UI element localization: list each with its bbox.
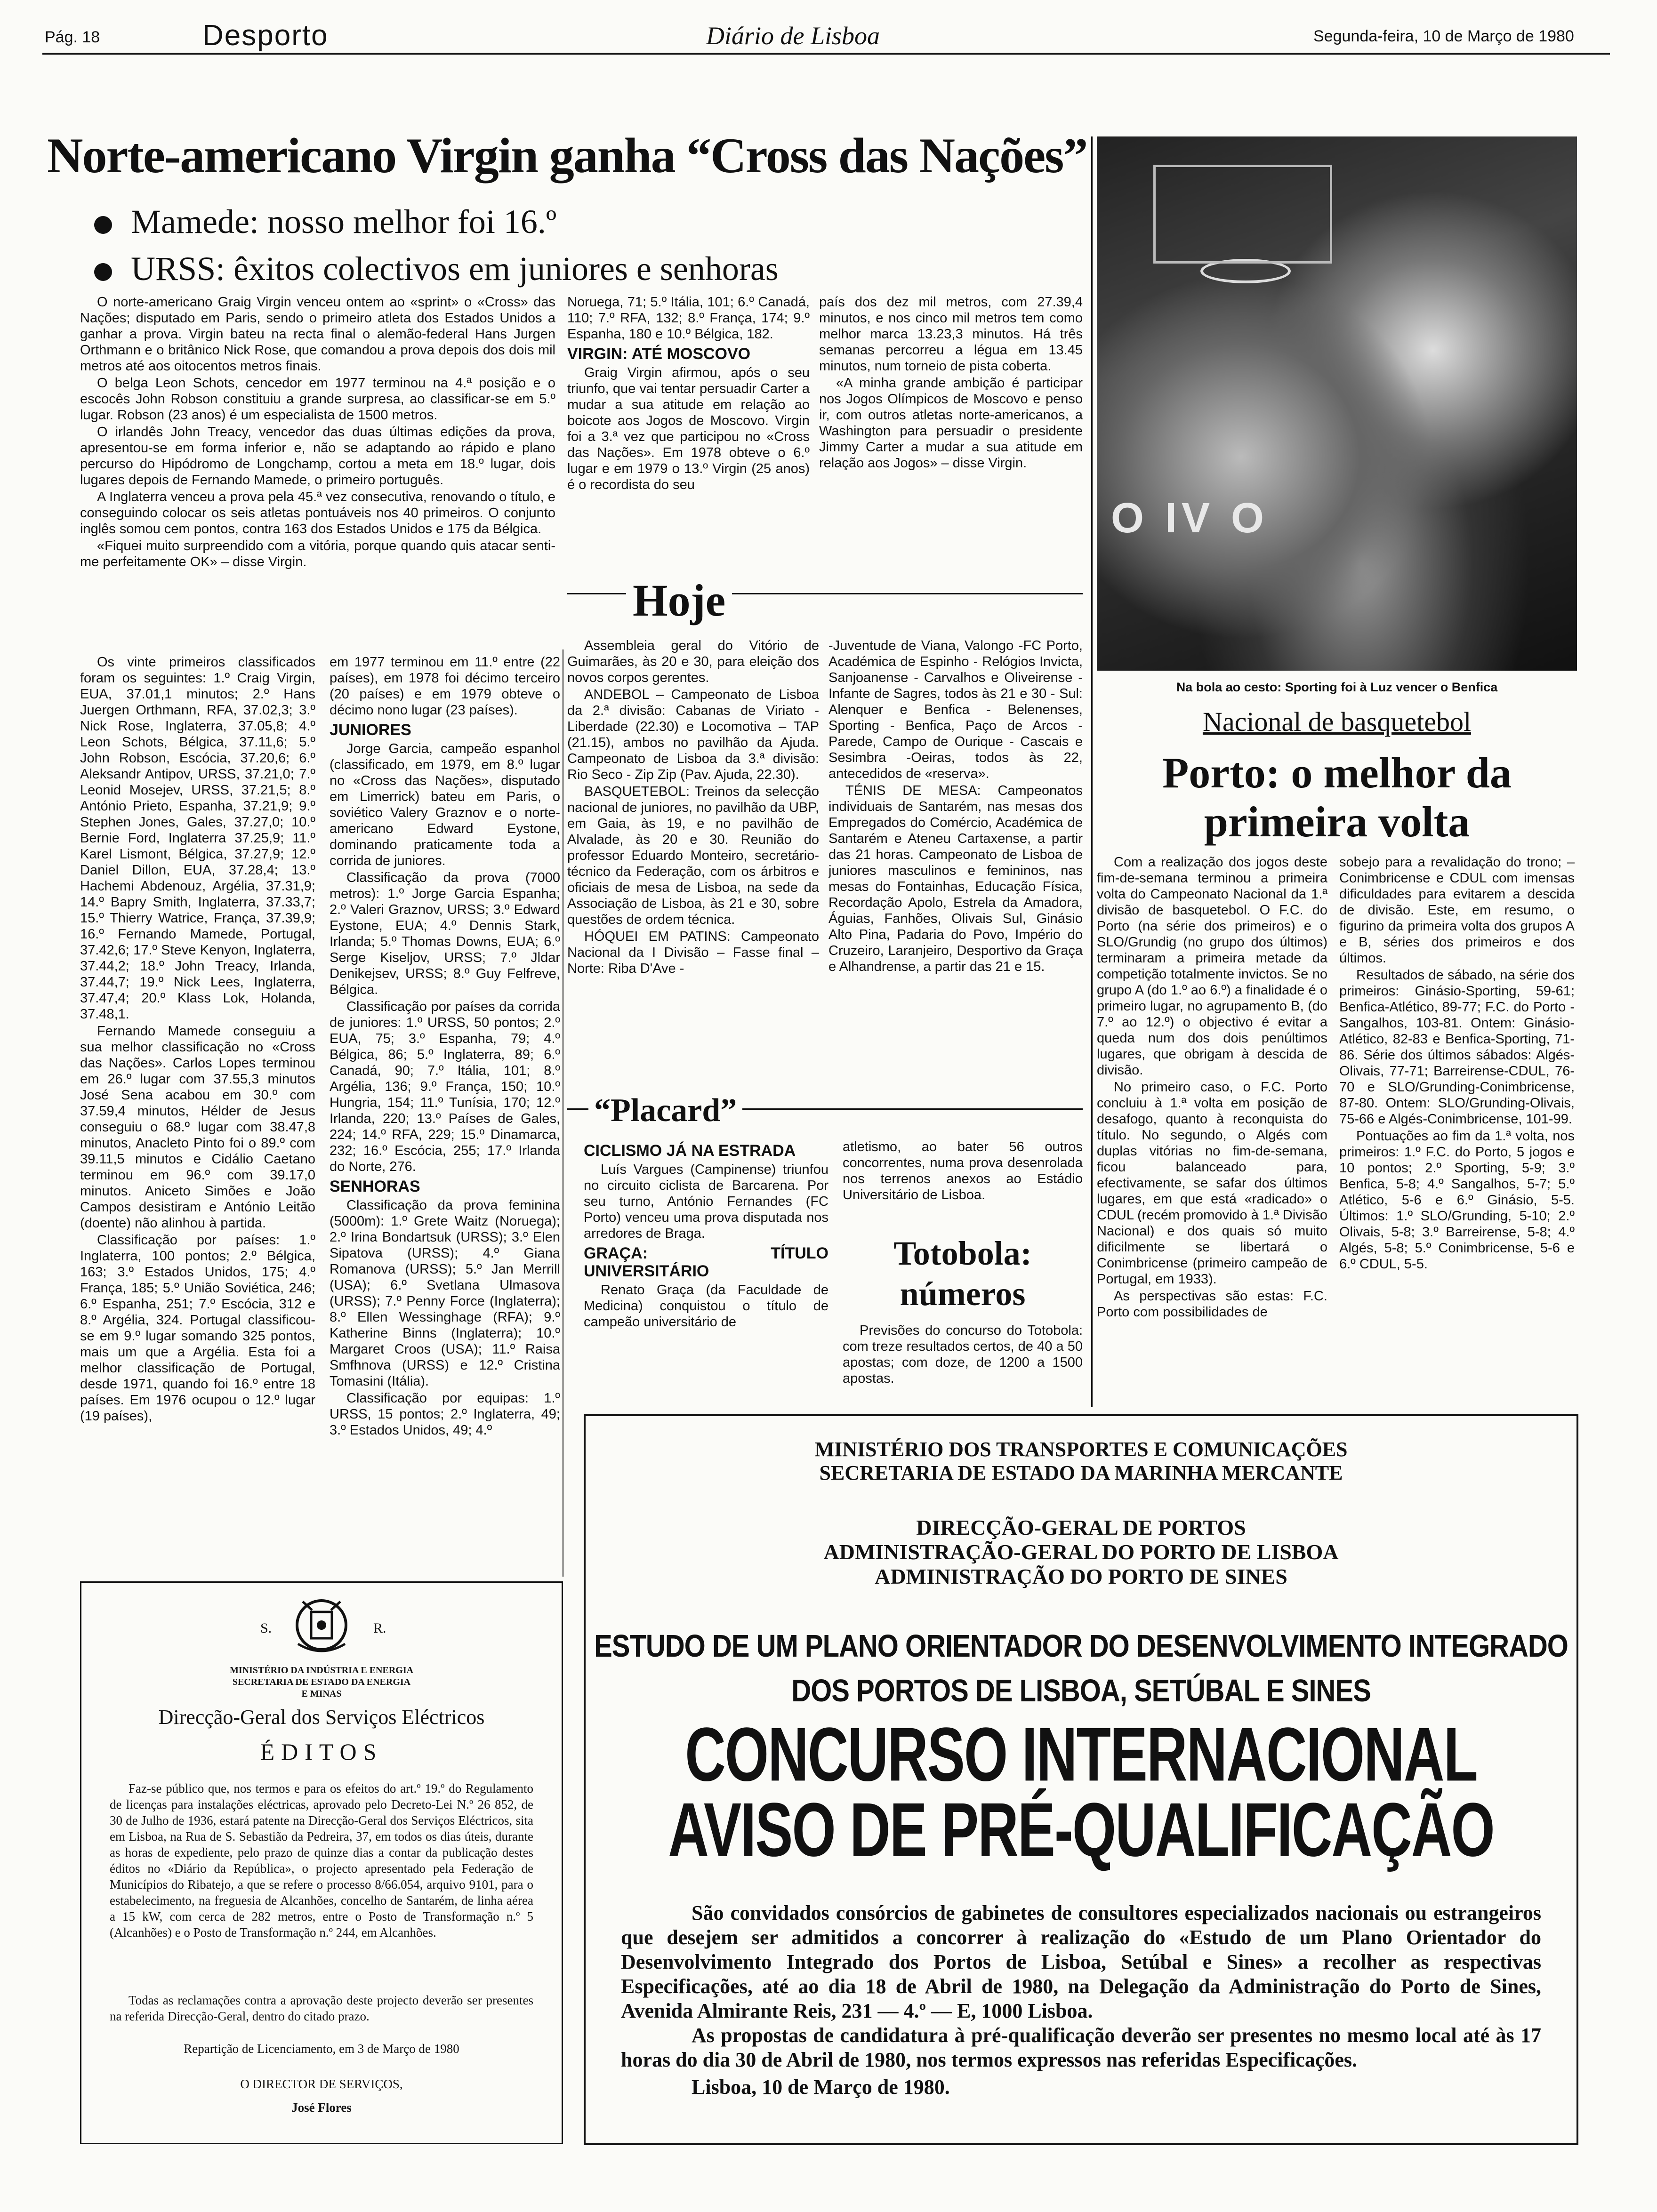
concurso-study-1: ESTUDO DE UM PLANO ORIENTADOR DO DESENVOLVIMENTO INTEGRADO (594, 1628, 1568, 1664)
basket-para: Resultados de sábado, na série dos primeiros: Ginásio-Sporting, 59-61; Benfica-Atlético, 89-77; F.C. do Porto -Sangalhos, 103-81. Ontem: Ginásio-Atlético, 82-83 e Benfica-Sporting, 71-86. Série dos últimos sábados: Algés-Olivais, 77-71; Barreirense-CDUL, 76-70 e SLO/Grunding-Conimbricense, 87-80. Ontem: SLO/Grunding-Olivais, 75-66 e Algés-Conimbricense, 101-99. (1339, 968, 1575, 1127)
hoje-item: Assembleia geral do Vitório de Guimarães, às 20 e 30, para eleição dos novos corpos gerentes. (567, 638, 819, 685)
results-para: Classificação por países: 1.º Inglaterra, 100 pontos; 2.º Bélgica, 163; 3.º Estados Unidos, 175; 4.º França, 185; 5.º União Soviética, 246; 6.º Espanha, 251; 7.º Escócia, 312 e 8.º Argélia, 324. Portugal classificou-se em 9.º lugar somando 325 pontos, mais um que a Argélia. Esta foi a melhor classificação de Portugal, desde 1971, quando foi 16.º entre 18 países. Em 1976 ocupou o 12.º lugar (19 países), (80, 1233, 315, 1424)
concurso-ministry-1: MINISTÉRIO DOS TRANSPORTES E COMUNICAÇÕES (814, 1438, 1348, 1461)
column-rule (1091, 136, 1093, 1407)
lead-para: O belga Leon Schots, cencedor em 1977 terminou na 4.ª posição e o escocês John Robson constituiu a grande surpresa, ao classificar-se em 5.º lugar. Robson (23 anos) é um especialista de 1500 metros. (80, 376, 555, 423)
coat-of-arms-icon (289, 1592, 354, 1658)
concurso-dir-3: ADMINISTRAÇÃO DO PORTO DE SINES (875, 1564, 1287, 1588)
placard-title: “Placard” (588, 1092, 742, 1130)
subhead-juniores: JUNIORES (330, 721, 411, 739)
editos-place-date: Repartição de Licenciamento, em 3 de Março de 1980 (184, 2042, 459, 2056)
concurso-big-2: AVISO DE PRÉ-QUALIFICAÇÃO (668, 1787, 1494, 1873)
results-para: Fernando Mamede conseguiu a sua melhor classificação no «Cross das Nações». Carlos Lopes terminou em 26.º lugar com 37.55,3 minutos José Sena acabou em 30.º com 37.59,4 minutos, Hélder de Jesus conseguiu o 68.º lugar com 38.47,8 minutos, Anacleto Pinto foi o 89.º com 39.11,5 minutos e Cidálio Caetano terminou em 96.º com 39.17,0 minutos. Aniceto Simões e João Campos desistiram e António Leitão (doente) não alinhou à partida. (80, 1024, 315, 1231)
basketball-photo (1097, 136, 1577, 671)
section-name: Desporto (202, 19, 329, 52)
basket-para: As perspectivas são estas: F.C. Porto com possibilidades de (1097, 1289, 1327, 1320)
seal-left: S. (260, 1620, 272, 1636)
subhead-graca: GRAÇA: TÍTULO UNIVERSITÁRIO (584, 1244, 828, 1280)
lead-para: O irlandês John Treacy, vencedor das duas últimas edições da prova, apresentou-se em forma inferior e, não se adaptando ao rápido e plano percurso do Hipódromo de Longchamp, cortou a meta em 18.º lugar, dois lugares depois de Fernando Mamede, o primeiro português. (80, 425, 555, 488)
concurso-ad (584, 1414, 1578, 2145)
editos-ad (80, 1581, 563, 2144)
lead-text (80, 294, 555, 645)
lead-para: «Fiquei muito surpreendido com a vitória, porque quando quis atacar senti-me perfeitamente OK» – disse Virgin. (80, 538, 555, 569)
editos-body: Faz-se público que, nos termos e para os efeitos do art.º 19.º do Regulamento de licenças para instalações eléctricas, aprovado pelo Decreto-Lei N.º 26 852, de 30 de Julho de 1936, estará patente na Direcção-Geral dos Serviços Eléctricos, sita em Lisboa, na Rua de S. Sebastião da Pedreira, 37, em todos os dias úteis, durante as horas de expediente, pelo prazo de quinze dias a contar da publicação destes éditos no «Diário da República», o projecto apresentado pela Federação de Municípios do Ribatejo, a que se refere o processo 8/66.054, arquivo 9101, para o estabelecimento, na freguesia de Alcanhões, concelho de Santarém, de linha aérea a 15 kW, com cerca de 282 metros, entre o Posto de Transformação n.º 5 (Alcanhões) e o Posto de Transformação n.º 244, em Alcanhões. (110, 1781, 533, 1940)
concurso-big-1: CONCURSO INTERNACIONAL (685, 1712, 1477, 1797)
results-para: em 1977 terminou em 11.º entre (22 países), em 1978 foi décimo terceiro (20 países) e em 1979 obteve o décimo nono lugar (23 países). (330, 655, 560, 718)
bullet-1-text: Mamede: nosso melhor foi 16.º (131, 203, 557, 240)
bullet-2-text: URSS: êxitos colectivos em juniores e senhoras (131, 250, 779, 288)
hoje-item: HÓQUEI EM PATINS: Campeonato Nacional da I Divisão – Fasse final – Norte: Riba D'Ave - (567, 929, 819, 976)
totobola-title: Totobola: números (893, 1234, 1032, 1313)
senhoras-para: Classificação da prova feminina (5000m): 1.º Grete Waitz (Noruega); 2.º Irina Bondartsuk (URSS); 3.º Elen Sipatova (URSS); 4.º Giana Romanova (URSS); 5.º Jan Merrill (USA); 6.º Svetlana Ulmasova (URSS); 7.º Penny Force (Inglaterra); 8.º Ellen Wessinghage (RFA); 9.º Katherine Binns (Inglaterra); 10.º Margaret Croos (USA); 11.º Raisa Smfhnova (URSS) e 12.º Cristina Tomasini (Itália). (330, 1198, 560, 1389)
subhead-senhoras: SENHORAS (330, 1178, 420, 1195)
editos-claims: Todas as reclamações contra a aprovação deste projecto deverão ser presentes na referida Direcção-Geral, dentro do citado prazo. (110, 1993, 533, 2023)
editos-secretariat: SECRETARIA DE ESTADO DA ENERGIA (232, 1677, 411, 1687)
photo-caption: Na bola ao cesto: Sporting foi à Luz vencer o Benfica (1176, 680, 1498, 694)
concurso-para-1: São convidados consórcios de gabinetes de consultores especializados nacionais ou estrangeiros que desejem ser admitidos a concorrer à realização do «Estudo de um Plano Orientador do Desenvolvimento Integrado dos Portos de Lisboa, Setúbal e Sines» a recolher as respectivas Especificações, até ao dia 18 de Abril de 1980, na Delegação da Administração do Porto de Sines, Avenida Almirante Reis, 231 — 4.º — E, 1000 Lisboa. (621, 1901, 1541, 2022)
header-rule (42, 53, 1610, 55)
juniores-para: Jorge Garcia, campeão espanhol (classificado, em 1979, em 8.º lugar no «Cross das Nações», disputado em Limerrick) bateu em Paris, o soviético Valery Graznov e o norte-americano Edward Eystone, dominando praticamente toda a corrida de juniores. (330, 741, 560, 868)
editos-minas: E MINAS (301, 1689, 342, 1699)
placard-col1 (584, 1139, 828, 1459)
editos-signatory: José Flores (291, 2100, 352, 2115)
backboard (1153, 165, 1332, 264)
basket-col2 (1339, 854, 1575, 1395)
results-col-a (80, 654, 315, 1577)
masthead: Diário de Lisboa (706, 22, 880, 50)
ciclismo-text: Luís Vargues (Campinense) triunfou no circuito ciclista de Barcarena. Por seu turno, António Fernandes (FC Porto) venceu uma prova disputada nos arredores de Braga. (584, 1162, 828, 1241)
bullet-icon (94, 263, 112, 281)
concurso-dir-2: ADMINISTRAÇÃO-GERAL DO PORTO DE LISBOA (823, 1540, 1339, 1564)
basket-para: sobejo para a revalidação do trono; – Conimbricense e CDUL com imensas dificuldades para evitarem a descida de divisão. Este, em resumo, o figurino da primeira volta dos grupos A e B, séries dos primeiros e dos últimos. (1339, 855, 1575, 966)
hoje-title: Hoje (626, 574, 732, 626)
hoje-item: TÉNIS DE MESA: Campeonatos individuais de Santarém, nas mesas dos Empregados do Comércio, Académica de Santarém e Ateneu Cartaxense, a partir das 21 horas. Campeonato de Lisboa de juniores masculinos e femininos, nas mesas do Fontainhas, Educação Física, Recordação Apolo, Estrela da Amadora, Águias, Fanhões, Olivais Sul, Ginásio Alto Pina, Padaria do Povo, Império do Cruzeiro, Laranjeiro, Desportivo da Graça e Alhandrense, a partir das 21 e 15. (828, 783, 1083, 974)
results-text: Noruega, 71; 5.º Itália, 101; 6.º Canadá, 110; 7.º RFA, 132; 8.º França, 174; 9.º Espanha, 180 e 10.º Bélgica, 182. (567, 295, 810, 342)
totobola-body: Previsões do concurso do Totobola: com treze resultados certos, de 40 a 50 apostas; com doze, de 1200 a 1500 apostas. (843, 1323, 1083, 1386)
concurso-study-2: DOS PORTOS DE LISBOA, SETÚBAL E SINES (791, 1673, 1371, 1708)
lead-para: A Inglaterra venceu a prova pela 45.ª vez consecutiva, renovando o título, e conseguindo colocar os seis atletas pontuáveis nos 40 primeiros. O conjunto inglês somou cem pontos, contra 163 dos Estados Unidos e 175 da Bélgica. (80, 489, 555, 537)
graca-text: Renato Graça (da Faculdade de Medicina) conquistou o título de campeão universitário de (584, 1282, 828, 1330)
juniores-para: Classificação por países da corrida de juniores: 1.º URSS, 50 pontos; 2.º EUA, 75; 3.º Espanha, 79; 4.º Bélgica, 86; 5.º Inglaterra, 89; 6.º Canadá, 90; 7.º Itália, 101; 8.º Argélia, 136; 9.º França, 150; 10.º Hungria, 154; 11.º Tunísia, 170; 12.º Irlanda, 220; 13.º Países de Gales, 224; 14.º RFA, 229; 15.º Dinamarca, 232; 16.º Escócia, 255; 17.º Irlanda do Norte, 276. (330, 999, 560, 1174)
results-para: Os vinte primeiros classificados foram os seguintes: 1.º Craig Virgin, EUA, 37.01,1 minutos; 2.º Hans Juergen Orthmann, RFA, 37.02,3; 3.º Nick Rose, Inglaterra, 37.05,8; 4.º Leon Schots, Bélgica, 37.11,6; 5.º John Robson, Escócia, 37.20,6; 6.º Aleksandr Antipov, URSS, 37.21,0; 7.º Leonid Mosejev, URSS, 37.21,5; 8.º António Prieto, Espanha, 37.21,9; 9.º Stephen Jones, Gales, 37.27,0; 10.º Bernie Ford, Inglaterra 37.25,9; 11.º Karel Lismont, Bélgica, 37.27,9; 12.º Daniel Dillon, EUA, 37.28,4; 13.º Hachemi Abdenouz, Argélia, 37.31,9; 14.º Bapry Smith, Inglaterra, 37.33,7; 15.º Thierry Watrice, França, 37.39,9; 16.º Fernando Mamede, Portugal, 37.42,6; 17.º Steve Kenyon, Inglaterra, 37.44,2; 18.º John Treacy, Irlanda, 37.44,7; 19.º Nick Lees, Inglaterra, 37.47,4; 20.º Klass Lok, Holanda, 37.48,1. (80, 655, 315, 1022)
hoje-col1 (567, 638, 819, 1082)
story-col3-top (819, 294, 1083, 567)
basket-para: No primeiro caso, o F.C. Porto concluiu à 1.ª volta em posição de desafogo, quanto à reconquista do título. No segundo, o Algés com duplas vitórias no fim-de-semana, ficou balanceado para, efectivamente, se safar dos últimos lugares, em que está «radicado» o CDUL (recém promovido à 1.ª Divisão Nacional) e dos quais só muito dificilmente se libertará o Conimbricense (primeiro campeão de Portugal, em 1933). (1097, 1080, 1327, 1287)
virgin-quote: «A minha grande ambição é participar nos Jogos Olímpicos de Moscovo e penso ir, com outros atletas norte-americanos, a Washington para persuadir o presidente Jimmy Carter a mudar a sua atitude em relação aos Jogos» – disse Virgin. (819, 376, 1083, 471)
basket-col1 (1097, 854, 1327, 1395)
seal-right: R. (373, 1620, 386, 1636)
placard-col2 (843, 1139, 1083, 1233)
page-date: Segunda-feira, 10 de Março de 1980 (1313, 27, 1574, 45)
story-col2-top (567, 294, 810, 567)
editos-signatory-title: O DIRECTOR DE SERVIÇOS, (240, 2077, 403, 2091)
page-number: Pág. 18 (45, 28, 100, 46)
editos-ministry: MINISTÉRIO DA INDÚSTRIA E ENERGIA (229, 1665, 414, 1675)
totobola-text (843, 1322, 1083, 1407)
basket-para: Pontuações ao fim da 1.ª volta, nos primeiros: 1.º F.C. do Porto, 5 jogos e 10 pontos; 2.º Sporting, 5-9; 3.º Benfica, 5-8; 4.º Sangalhos, 5-7; 5.º Atlético, 5-6 e 6.º Ginásio, 5-5. Últimos: 1.º SLO/Grunding, 5-10; 2.º Olivais, 5-8; 3.º Barreirense, 5-8; 4.º Algés, 5-8; 5.º Conimbricense, 5-6 e 6.º CDUL, 5-5. (1339, 1129, 1575, 1272)
record-text: país dos dez mil metros, com 27.39,4 minutos, e nos cinco mil metros tem como melhor marca 13.23,3 minutos. Há três semanas percorreu a légua em 13.45 minutos, num torneio de pista coberta. (819, 295, 1083, 374)
placard-continued: atletismo, ao bater 56 outros concorrentes, numa prova desenrolada nos terrenos anexos ao Estádio Universitário de Lisboa. (843, 1139, 1083, 1202)
basket-kicker: Nacional de basquetebol (1202, 706, 1472, 737)
concurso-ministry-2: SECRETARIA DE ESTADO DA MARINHA MERCANTE (819, 1461, 1343, 1484)
basket-para: Com a realização dos jogos deste fim-de-semana terminou a primeira volta do Campeonato Nacional da 1.ª divisão de basquetebol. O F.C. do Porto (na série dos primeiros) e o SLO/Grundig (no grupo dos últimos) terminaram a primeira metade da competição totalmente invictos. Se no grupo A (do 1.º ao 6.º) a finalidade é o primeiro lugar, no agrupamento B, (do 7.º ao 12.º) o objectivo é evitar a queda num dos dois penúltimos lugares, que obrigam à descida de divisão. (1097, 855, 1327, 1078)
photo-wall-text: O IV O (1111, 495, 1269, 542)
basket-headline: Porto: o melhor da primeira volta (1162, 749, 1512, 846)
concurso-para-2: As propostas de candidatura à pré-qualificação deverão ser presentes no mesmo local até às 17 horas do dia 30 de Abril de 1980, nos termos expressos nas referidas Especificações. (621, 2024, 1541, 2071)
hoje-col2 (828, 638, 1083, 1082)
subhead-ciclismo: CICLISMO JÁ NA ESTRADA (584, 1142, 796, 1160)
lead-para: O norte-americano Graig Virgin venceu ontem ao «sprint» o «Cross» das Nações; disputado em Paris, sendo o primeiro atleta dos Estados Unidos a ganhar a prova. Virgin bateu na recta final o alemão-federal Hans Jurgen Orthmann e o britânico Nick Rose, que comandou a prova depois dos dois mil metros até aos oitocentos metros finais. (80, 295, 555, 374)
virgin-text: Graig Virgin afirmou, após o seu triunfo, que vai tentar persuadir Carter a mudar a sua atitude em relação ao boicote aos Jogos de Moscovo. Virgin foi a 3.ª vez que participou no «Cross das Nações». Em 1978 obteve o 6.º lugar e em 1979 o 13.º Virgin (25 anos) é o recordista do seu (567, 365, 810, 492)
juniores-para: Classificação da prova (7000 metros): 1.º Jorge Garcia Espanha; 2.º Valeri Graznov, URSS; 3.º Edward Eystone, EUA; 4.º Dennis Stark, Irlanda; 5.º Thomas Downs, EUA; 6.º Serge Kiseljov, URSS; 7.º Jldar Denikejsev, URSS; 8.º Guy Felfreve, Bélgica. (330, 870, 560, 997)
main-bullet-1 (94, 202, 556, 241)
results-col-b (330, 654, 560, 1577)
main-bullet-2 (94, 249, 779, 289)
hoje-item: BASQUETEBOL: Treinos da selecção nacional de juniores, no pavilhão da UBP, em Gaia, às 19, e no pavilhão de Alvalade, às 20 e 30. Reunião do professor Eduardo Monteiro, secretário-técnico da Federação, com os árbitros e oficiais de mesa de Lisboa, na sede da Associação de Lisboa, às 21 e 30, sobre questões de ordem técnica. (567, 784, 819, 927)
editos-title: ÉDITOS (260, 1739, 383, 1765)
concurso-dir-1: DIRECÇÃO-GERAL DE PORTOS (916, 1515, 1246, 1539)
subhead-virgin: VIRGIN: ATÉ MOSCOVO (567, 345, 751, 363)
concurso-date: Lisboa, 10 de Março de 1980. (692, 2076, 950, 2099)
hoje-item: -Juventude de Viana, Valongo -FC Porto, Académica de Espinho - Relógios Invicta, Sanjoanense - Carvalhos e Oliveirense - Infante de Sagres, todos às 21 e 30 - Sul: Alenquer e Benfica - Belenenses, Sporting - Benfica, Paço de Arcos - Parede, Campo de Ourique - Cascais e Sesimbra -Oeiras, todos às 22, antecedidos de «reserva». (828, 638, 1083, 781)
editos-direccao: Direcção-Geral dos Serviços Eléctricos (158, 1706, 485, 1729)
bullet-icon (94, 216, 112, 234)
hoje-item: ANDEBOL – Campeonato de Lisboa da 2.ª divisão: Cabanas de Viriato - Liberdade (22.30) e Locomotiva – TAP (21.15), ambos no pavilhão da Ajuda. Campeonato de Lisboa da 3.ª divisão: Rio Seco - Zip Zip (Pav. Ajuda, 22.30). (567, 687, 819, 782)
main-headline: Norte-americano Virgin ganha “Cross das Nações” (47, 128, 1087, 183)
senhoras-para: Classificação por equipas: 1.º URSS, 15 pontos; 2.º Inglaterra, 49; 3.º Estados Unidos, 49; 4.º (330, 1391, 560, 1438)
